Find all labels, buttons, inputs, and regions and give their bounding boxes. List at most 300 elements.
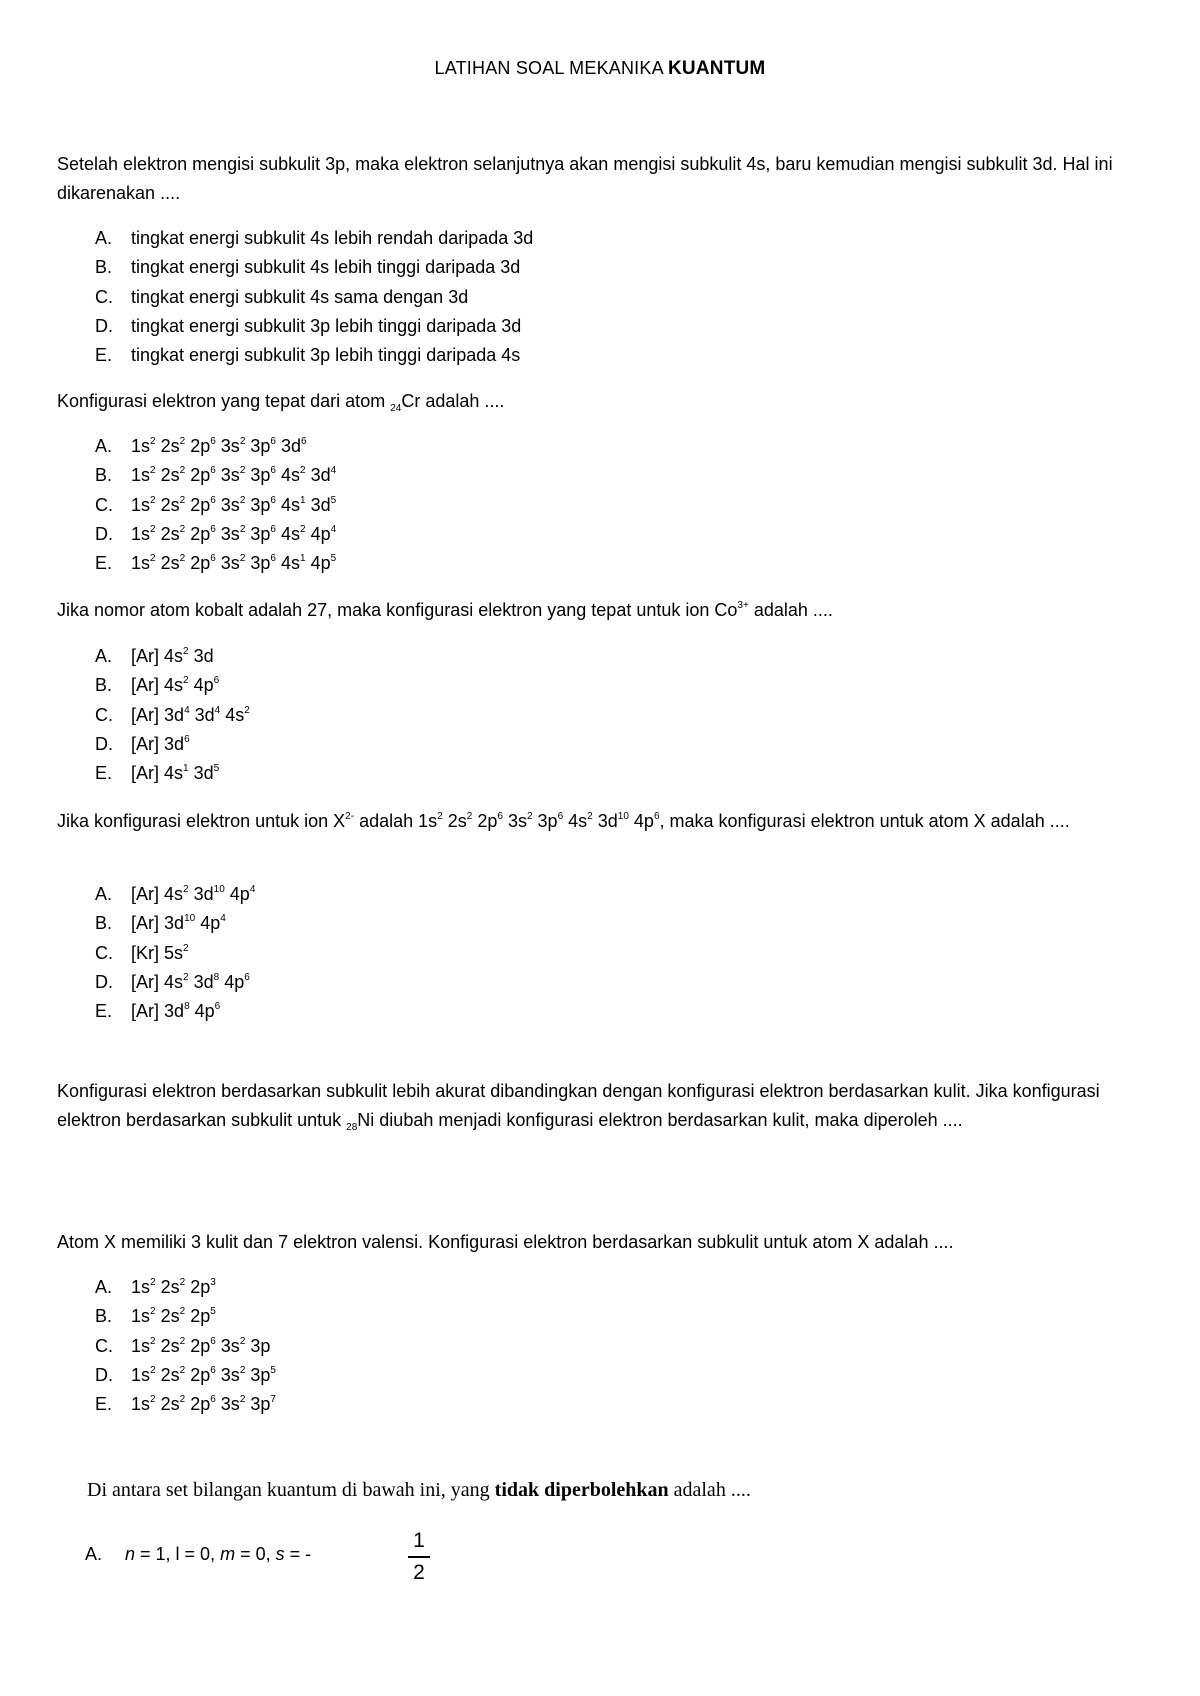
config-term [131, 675, 159, 695]
term-base: 1s [131, 1394, 151, 1415]
term-base: 3d [164, 704, 185, 725]
option-item [95, 341, 533, 370]
config-term [418, 811, 443, 831]
q4-post: , maka konfigurasi elektron untuk atom X adalah .... [659, 811, 1070, 831]
config-term [225, 705, 250, 725]
term-exponent: 2 [300, 523, 306, 535]
term-base: 3s [220, 494, 240, 515]
term-base: [Ar] [131, 704, 160, 725]
term-exponent: 2 [179, 1277, 186, 1288]
fraction-denominator: 2 [413, 1560, 425, 1584]
term-base: 4p [194, 1001, 215, 1022]
term-exponent: 7 [270, 1394, 276, 1406]
term-base: 2p [190, 494, 211, 515]
option-letter: C. [95, 942, 113, 963]
config-term [131, 734, 159, 754]
config-term [161, 465, 186, 485]
term-exponent: 2 [239, 523, 246, 535]
term-base: 4s [568, 811, 588, 831]
config-term [250, 1336, 270, 1356]
term-base: 3d [193, 884, 214, 904]
config-term [164, 884, 189, 904]
term-base: 3p [250, 494, 271, 515]
option-configuration [131, 1277, 216, 1297]
term-base: 3d [193, 763, 214, 784]
option-configuration [131, 675, 219, 695]
term-exponent: 2 [239, 553, 246, 565]
term-exponent: 10 [184, 913, 196, 925]
term-base: 4p [193, 675, 214, 696]
term-base: 4s [225, 704, 245, 725]
term-exponent: 2 [150, 1335, 156, 1347]
config-term [200, 913, 226, 933]
term-base: 4s [281, 553, 301, 574]
term-exponent: 2 [150, 1277, 156, 1288]
config-term [281, 436, 307, 456]
q5-element: Ni [357, 1110, 375, 1130]
option-item [95, 759, 250, 788]
config-term [164, 675, 189, 695]
option-item [95, 701, 250, 730]
option-letter: B. [95, 1306, 113, 1327]
term-base: 2s [160, 465, 180, 486]
term-base: 5s [164, 942, 184, 963]
config-term [190, 1365, 216, 1385]
config-term [190, 1306, 216, 1326]
config-term [508, 811, 533, 831]
config-term [131, 524, 156, 544]
term-base: 1s [418, 811, 438, 831]
term-base: 2p [190, 523, 211, 544]
config-term [161, 436, 186, 456]
n-label: n [125, 1544, 136, 1564]
config-term [250, 465, 276, 485]
config-term [221, 495, 246, 515]
option-configuration [131, 705, 250, 725]
term-exponent: 1 [300, 553, 306, 565]
term-exponent: 2 [239, 465, 246, 477]
question-1-options [95, 224, 533, 370]
term-exponent: 3 [210, 1277, 216, 1288]
question-2-options [95, 432, 336, 578]
term-exponent: 1 [183, 763, 189, 775]
q2-post: adalah .... [420, 391, 505, 411]
term-exponent: 5 [270, 1364, 276, 1376]
term-exponent: 2 [244, 704, 250, 716]
option-letter: D. [95, 315, 113, 336]
config-term [311, 553, 337, 573]
option-item [95, 253, 533, 282]
term-base: 3p [250, 1364, 271, 1385]
term-base: 2s [160, 1277, 180, 1297]
fraction [408, 1528, 430, 1586]
config-term [281, 495, 306, 515]
option-letter: A. [85, 1544, 103, 1564]
term-base: 4p [310, 523, 331, 544]
option-configuration [131, 646, 214, 666]
option-letter: D. [95, 733, 113, 754]
term-exponent: 2 [183, 971, 189, 983]
term-base: 4p [229, 884, 250, 904]
config-term [161, 1394, 186, 1414]
term-base: 1s [131, 553, 151, 574]
term-base: 4s [164, 884, 184, 904]
option-configuration [131, 943, 189, 963]
option-letter: E. [95, 1394, 113, 1415]
term-base: 2p [477, 811, 498, 831]
term-base: 2p [190, 1306, 211, 1327]
config-term [131, 1336, 156, 1356]
term-base: [Ar] [131, 913, 160, 934]
term-exponent: 6 [653, 811, 660, 822]
option-letter: B. [95, 257, 113, 278]
term-base: 4s [164, 971, 184, 992]
term-exponent: 2 [183, 646, 189, 657]
config-term [311, 495, 337, 515]
config-term [164, 913, 195, 933]
term-exponent: 6 [184, 733, 190, 745]
question-4-options [95, 880, 255, 1026]
term-exponent: 2 [300, 465, 306, 477]
question-3 [57, 596, 1147, 625]
question-6: Atom X memiliki 3 kulit dan 7 elektron valensi. Konfigurasi elektron berdasarkan subkulit untuk atom X adalah .... [57, 1232, 954, 1252]
term-base: 1s [131, 494, 151, 515]
config-term [250, 1365, 276, 1385]
option-item [95, 909, 255, 938]
option-configuration [131, 553, 336, 573]
question-2 [57, 387, 1147, 416]
q5-post: diubah menjadi konfigurasi elektron berdasarkan kulit, maka diperoleh .... [374, 1110, 963, 1130]
term-base: 3s [220, 1335, 240, 1356]
config-term [190, 495, 216, 515]
term-base: 3s [220, 436, 240, 456]
term-exponent: 2 [179, 436, 186, 447]
q3-pre: Jika nomor atom kobalt adalah 27, maka konfigurasi elektron yang tepat untuk ion Co [57, 600, 738, 620]
option-letter: C. [95, 494, 113, 515]
config-term [194, 972, 220, 992]
option-letter: C. [95, 704, 113, 725]
term-exponent: 5 [213, 763, 220, 775]
config-term [131, 436, 156, 456]
term-exponent: 6 [214, 1001, 221, 1013]
option-configuration [131, 734, 190, 754]
option-item [95, 968, 255, 997]
option-item [95, 939, 255, 968]
config-term [190, 436, 216, 456]
term-exponent: 5 [330, 494, 337, 506]
config-term [598, 811, 629, 831]
option-configuration [131, 1394, 276, 1414]
config-term [190, 1277, 216, 1297]
config-term [250, 436, 276, 456]
config-term [250, 495, 276, 515]
quantum-number-set [125, 1544, 311, 1565]
term-base: 2s [447, 811, 467, 831]
term-base: 3p [250, 523, 271, 544]
term-exponent: 6 [210, 494, 216, 506]
config-term [164, 1001, 190, 1021]
config-term [250, 1394, 276, 1414]
q7-pre: Di antara set bilangan kuantum di bawah ini, yang [87, 1479, 495, 1501]
option-item [95, 549, 336, 578]
term-base: 3d [310, 494, 331, 515]
term-base: 4s [281, 523, 301, 544]
term-exponent: 4 [249, 884, 256, 895]
term-exponent: 4 [220, 913, 226, 925]
term-base: 3s [220, 523, 240, 544]
config-term [161, 495, 186, 515]
q7-post: adalah .... [668, 1479, 751, 1501]
term-base: 2p [190, 1394, 211, 1415]
option-text: tingkat energi subkulit 3p lebih tinggi daripada 3d [131, 315, 522, 336]
term-exponent: 2 [587, 811, 593, 822]
term-exponent: 2 [183, 675, 189, 687]
term-exponent: 2 [150, 465, 156, 477]
term-base: 3p [537, 811, 558, 831]
option-item [95, 432, 336, 461]
term-exponent: 6 [270, 436, 276, 447]
option-letter: B. [95, 675, 113, 696]
option-item [95, 730, 250, 759]
option-letter: D. [95, 1364, 113, 1385]
term-base: 2p [190, 1277, 211, 1297]
term-base: 4s [281, 465, 301, 486]
q4-charge: 2- [345, 811, 355, 822]
term-exponent: 2 [150, 1306, 156, 1318]
term-base: 1s [131, 1306, 151, 1327]
term-base: 3d [281, 436, 302, 456]
term-base: 1s [131, 1364, 151, 1385]
term-base: 1s [131, 1335, 151, 1356]
term-base: 2s [160, 1394, 180, 1415]
option-configuration [131, 1306, 216, 1326]
option-letter: D. [95, 523, 113, 544]
config-term [131, 913, 159, 933]
term-exponent: 2 [150, 1394, 156, 1406]
question-6-options [95, 1273, 276, 1419]
term-exponent: 6 [497, 811, 503, 822]
option-text: tingkat energi subkulit 4s lebih rendah daripada 3d [131, 228, 534, 248]
term-base: 4s [164, 646, 184, 666]
option-letter: C. [95, 1335, 113, 1356]
term-exponent: 5 [210, 1306, 216, 1318]
term-exponent: 2 [239, 1335, 246, 1347]
term-exponent: 2 [150, 494, 156, 506]
term-base: 4p [200, 913, 221, 934]
term-exponent: 6 [557, 811, 564, 822]
term-base: 3p [250, 436, 271, 456]
term-base: 3p [250, 465, 271, 486]
option-letter: A. [95, 228, 113, 248]
config-term [538, 811, 564, 831]
term-exponent: 2 [179, 1364, 186, 1376]
option-item [95, 1390, 276, 1419]
q3-charge: 3+ [737, 600, 749, 611]
term-base: 3d [164, 733, 185, 754]
config-term [164, 646, 189, 666]
term-base: 3d [193, 971, 214, 992]
title-prefix: LATIHAN SOAL MEKANIKA [434, 58, 669, 78]
q4-configuration [418, 811, 659, 831]
term-exponent: 6 [270, 553, 276, 565]
config-term [164, 943, 189, 963]
option-configuration [131, 972, 250, 992]
term-exponent: 6 [301, 436, 307, 447]
config-term [190, 524, 216, 544]
config-term [131, 1365, 156, 1385]
term-exponent: 6 [270, 494, 276, 506]
question-3-options [95, 642, 250, 788]
option-letter: B. [95, 913, 113, 934]
config-term [190, 1336, 216, 1356]
config-term [194, 763, 220, 783]
m-label: m [220, 1544, 236, 1564]
option-letter: A. [95, 646, 113, 666]
term-base: 1s [131, 523, 151, 544]
config-term [194, 675, 220, 695]
term-exponent: 2 [239, 436, 246, 447]
term-exponent: 10 [617, 811, 629, 822]
config-term [161, 553, 186, 573]
term-base: 1s [131, 436, 151, 456]
config-term [194, 646, 214, 666]
term-base: 2s [160, 1306, 180, 1327]
config-term [230, 884, 256, 904]
option-item [95, 1332, 276, 1361]
term-base: 3d [597, 811, 618, 831]
term-exponent: 2 [179, 1335, 186, 1347]
term-base: 2p [190, 553, 211, 574]
question-5 [57, 1077, 1147, 1135]
s-label: s [275, 1544, 285, 1564]
term-exponent: 2 [179, 553, 186, 565]
option-configuration [131, 1336, 270, 1356]
option-text: tingkat energi subkulit 3p lebih tinggi daripada 4s [131, 345, 521, 366]
option-configuration [131, 436, 307, 456]
q4-pre: Jika konfigurasi elektron untuk ion X [57, 811, 346, 831]
option-item [95, 283, 533, 312]
config-term [250, 524, 276, 544]
term-exponent: 2 [179, 494, 186, 506]
term-base: 3s [220, 1364, 240, 1385]
term-exponent: 2 [239, 1364, 246, 1376]
config-term [634, 811, 660, 831]
term-base: 3d [193, 646, 214, 666]
q5-atomic-number: 28 [346, 1122, 358, 1133]
term-exponent: 2 [183, 942, 189, 954]
config-term [221, 553, 246, 573]
term-exponent: 2 [239, 1394, 246, 1406]
term-exponent: 2 [239, 494, 246, 506]
term-exponent: 2 [179, 1306, 186, 1318]
term-base: 3p [250, 1394, 271, 1415]
option-letter: A. [95, 436, 113, 456]
term-base: 1s [131, 465, 151, 486]
term-base: 4s [281, 494, 301, 515]
term-exponent: 10 [213, 884, 225, 895]
term-base: 2p [190, 465, 211, 486]
config-term [131, 1277, 156, 1297]
option-item [95, 1273, 276, 1302]
term-exponent: 6 [213, 675, 220, 687]
term-base: [Ar] [131, 884, 160, 904]
config-term [311, 524, 337, 544]
option-item [95, 224, 533, 253]
term-exponent: 2 [150, 523, 156, 535]
page-title [0, 58, 1200, 80]
term-exponent: 4 [330, 465, 337, 477]
config-term [281, 465, 306, 485]
option-letter: D. [95, 971, 113, 992]
config-term [131, 495, 156, 515]
term-exponent: 6 [210, 523, 216, 535]
config-term [161, 1277, 186, 1297]
term-base: 3d [194, 704, 215, 725]
q5-pre: Konfigurasi elektron berdasarkan subkulit lebih akurat dibandingkan dengan konfigurasi elektron berdasarkan kulit. Jika konfigurasi elektron berdasarkan subkulit untuk [57, 1081, 1100, 1130]
option-item [95, 1302, 276, 1331]
term-exponent: 6 [210, 1335, 216, 1347]
option-item [95, 997, 255, 1026]
term-base: 3p [250, 1335, 271, 1356]
config-term [568, 811, 593, 831]
term-exponent: 2 [150, 436, 156, 447]
term-exponent: 4 [184, 704, 190, 716]
question-1: Setelah elektron mengisi subkulit 3p, maka elektron selanjutnya akan mengisi subkulit 4s, baru kemudian mengisi subkulit 3d. Hal ini dikarenakan .... [57, 154, 1113, 203]
option-item [95, 461, 336, 490]
term-base: 2s [160, 1335, 180, 1356]
config-term [448, 811, 473, 831]
config-term [190, 1394, 216, 1414]
q2-element: Cr [401, 391, 421, 411]
q2-atomic-number: 24 [390, 403, 402, 414]
option-letter: E. [95, 345, 113, 366]
term-base: [Kr] [131, 942, 160, 963]
config-term [194, 884, 225, 904]
term-exponent: 2 [150, 553, 156, 565]
option-item [95, 491, 336, 520]
term-base: 2p [190, 1335, 211, 1356]
config-term [161, 1365, 186, 1385]
term-exponent: 6 [210, 553, 216, 565]
term-base: 4p [310, 553, 331, 574]
term-exponent: 6 [244, 971, 250, 983]
config-term [221, 1365, 246, 1385]
config-term [164, 972, 189, 992]
term-base: 3d [164, 1001, 185, 1022]
term-base: 3d [164, 913, 185, 934]
config-term [281, 524, 306, 544]
config-term [131, 884, 159, 904]
term-exponent: 2 [183, 884, 189, 895]
term-base: 3d [310, 465, 331, 486]
option-letter: B. [95, 465, 113, 486]
config-term [221, 1336, 246, 1356]
term-base: 3s [220, 465, 240, 486]
term-base: 2s [160, 436, 180, 456]
option-configuration [131, 1001, 220, 1021]
config-term [131, 553, 156, 573]
config-term [131, 705, 159, 725]
config-term [250, 553, 276, 573]
option-item [95, 671, 250, 700]
term-base: 3s [220, 553, 240, 574]
option-text: tingkat energi subkulit 4s lebih tinggi daripada 3d [131, 257, 521, 278]
term-exponent: 8 [213, 971, 220, 983]
term-exponent: 6 [210, 465, 216, 477]
term-exponent: 6 [210, 436, 216, 447]
term-base: 2s [160, 494, 180, 515]
config-term [190, 553, 216, 573]
